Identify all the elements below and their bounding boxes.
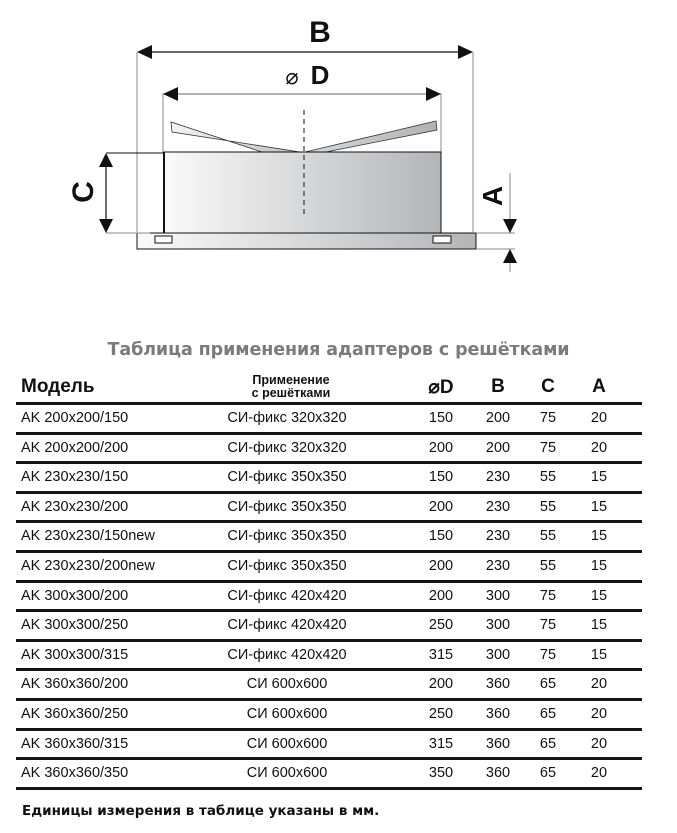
cell-a: 20: [590, 735, 608, 752]
cell-b: 360: [485, 735, 511, 752]
cell-diameter-d: 315: [428, 735, 454, 752]
table-row: [16, 405, 642, 432]
cell-model: AK 230x230/200new: [21, 557, 155, 574]
cell-c: 75: [539, 439, 557, 456]
cell-model: AK 360x360/250: [21, 705, 129, 722]
cell-a: 20: [590, 410, 608, 426]
cell-b: 360: [485, 765, 511, 782]
arrow-right-icon: [458, 45, 473, 59]
cell-c: 55: [539, 469, 557, 486]
cell-a: 20: [590, 439, 608, 456]
cell-c: 55: [539, 498, 557, 515]
label-d: D: [310, 60, 330, 90]
cell-a: 15: [590, 498, 608, 515]
cell-a: 20: [590, 705, 608, 722]
cell-c: 65: [539, 735, 557, 752]
label-a: A: [477, 185, 508, 207]
cell-c: 65: [539, 765, 557, 782]
arrow-down-icon: [99, 219, 113, 233]
cell-application: СИ-фикс 320x320: [227, 439, 347, 456]
cell-model: AK 300x300/315: [21, 646, 129, 663]
header-application-line2: с решётками: [251, 386, 331, 400]
cell-diameter-d: 250: [428, 617, 454, 634]
table-row: [16, 760, 642, 787]
cell-b: 360: [485, 705, 511, 722]
cell-b: 300: [485, 617, 511, 634]
cell-a: 15: [590, 646, 608, 663]
header-b: B: [491, 376, 505, 397]
cell-b: 230: [485, 469, 511, 486]
table-row: [16, 671, 642, 698]
cell-c: 65: [539, 705, 557, 722]
cell-application: СИ 600x600: [246, 735, 328, 752]
cell-a: 20: [590, 765, 608, 782]
cell-a: 15: [590, 587, 608, 604]
row-separator: [16, 787, 642, 790]
louver-blade-left: [171, 122, 300, 152]
cell-application: СИ-фикс 320x320: [227, 410, 347, 426]
arrow-right-icon: [426, 87, 441, 101]
cell-diameter-d: 315: [428, 646, 454, 663]
cell-c: 75: [539, 646, 557, 663]
cell-c: 65: [539, 676, 557, 693]
cell-application: СИ-фикс 350x350: [227, 469, 347, 486]
adapter-spec-table: [16, 372, 642, 790]
units-footnote: Единицы измерения в таблице указаны в мм.: [22, 803, 380, 819]
cell-c: 55: [539, 557, 557, 574]
cell-diameter-d: 200: [428, 587, 454, 604]
cell-diameter-d: 150: [428, 410, 454, 426]
cell-b: 200: [485, 410, 511, 426]
table-row: [16, 612, 642, 639]
cell-a: 15: [590, 528, 608, 545]
cell-application: СИ 600x600: [246, 705, 328, 722]
cell-diameter-d: 250: [428, 705, 454, 722]
arrow-left-icon: [137, 45, 152, 59]
cell-diameter-d: 200: [428, 557, 454, 574]
header-application-line1: Применение: [252, 373, 330, 387]
adapter-dimension-diagram: [0, 0, 677, 290]
cell-b: 230: [485, 498, 511, 515]
label-c: C: [67, 181, 100, 203]
cell-model: AK 230x230/150: [21, 469, 129, 486]
cell-b: 360: [485, 676, 511, 693]
cell-model: AK 360x360/350: [21, 765, 129, 782]
cell-model: AK 200x200/150: [21, 410, 129, 426]
table-row: [16, 464, 642, 491]
cell-application: СИ 600x600: [246, 765, 328, 782]
cell-diameter-d: 150: [428, 469, 454, 486]
dimension-c: [67, 153, 163, 233]
cell-a: 20: [590, 676, 608, 693]
cell-model: AK 360x360/315: [21, 735, 129, 752]
cell-c: 75: [539, 410, 557, 426]
cell-application: СИ-фикс 350x350: [227, 498, 347, 515]
arrow-up-icon: [503, 249, 517, 263]
table-row: [16, 583, 642, 610]
cell-c: 75: [539, 617, 557, 634]
cell-b: 300: [485, 587, 511, 604]
header-diameter-d: ⌀D: [428, 377, 454, 398]
cell-diameter-d: 200: [428, 439, 454, 456]
header-application: [221, 374, 361, 400]
diameter-symbol: ⌀: [285, 65, 299, 90]
arrow-down-icon: [503, 219, 517, 233]
label-b: B: [309, 16, 331, 49]
table-body: [16, 402, 642, 790]
flange-slot-left: [155, 236, 172, 243]
cell-diameter-d: 350: [428, 765, 454, 782]
cell-application: СИ 600x600: [246, 676, 328, 693]
dimension-a: [476, 173, 517, 272]
cell-a: 15: [590, 617, 608, 634]
cell-model: AK 200x200/200: [21, 439, 129, 456]
cell-c: 55: [539, 528, 557, 545]
header-a: A: [592, 376, 606, 397]
arrow-up-icon: [99, 153, 113, 167]
adapter-body: [164, 152, 441, 233]
dimension-d: [163, 60, 441, 153]
header-model: Модель: [21, 376, 95, 397]
adapter-flange: [137, 233, 476, 249]
cell-a: 15: [590, 469, 608, 486]
arrow-left-icon: [163, 87, 178, 101]
cell-application: СИ-фикс 420x420: [227, 587, 347, 604]
cell-application: СИ-фикс 420x420: [227, 617, 347, 634]
table-row: [16, 494, 642, 521]
cell-b: 230: [485, 557, 511, 574]
cell-application: СИ-фикс 350x350: [227, 557, 347, 574]
cell-application: СИ-фикс 350x350: [227, 528, 347, 545]
table-row: [16, 701, 642, 728]
cell-b: 230: [485, 528, 511, 545]
cell-b: 300: [485, 646, 511, 663]
cell-diameter-d: 200: [428, 676, 454, 693]
cell-a: 15: [590, 557, 608, 574]
cell-model: AK 360x360/200: [21, 676, 129, 693]
cell-application: СИ-фикс 420x420: [227, 646, 347, 663]
cell-diameter-d: 200: [428, 498, 454, 515]
cell-b: 200: [485, 439, 511, 456]
flange-slot-right: [433, 236, 451, 243]
cell-model: AK 230x230/150new: [21, 528, 155, 545]
table-header: [16, 372, 642, 402]
table-row: [16, 642, 642, 669]
header-c: C: [541, 376, 555, 397]
louver-blade-right: [305, 121, 437, 152]
table-row: [16, 731, 642, 758]
cell-c: 75: [539, 587, 557, 604]
cell-model: AK 230x230/200: [21, 498, 129, 515]
cell-diameter-d: 150: [428, 528, 454, 545]
cell-model: AK 300x300/250: [21, 617, 129, 634]
table-row: [16, 553, 642, 580]
table-row: [16, 435, 642, 462]
table-title: Таблица применения адаптеров с решётками: [107, 340, 570, 360]
cell-model: AK 300x300/200: [21, 587, 129, 604]
table-row: [16, 523, 642, 550]
